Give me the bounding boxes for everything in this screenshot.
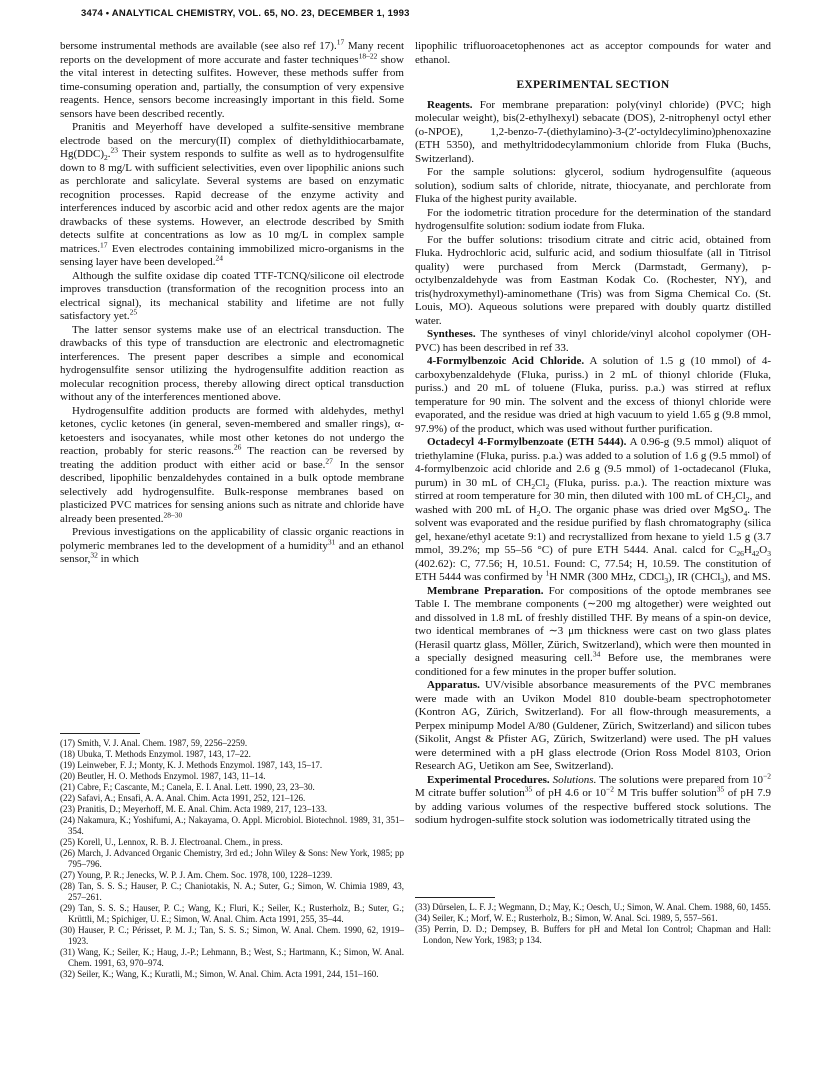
paragraph: Syntheses. The syntheses of vinyl chloride/vinyl alcohol copolymer (OH-PVC) has been described in ref 33. bbox=[415, 328, 771, 354]
reference: (32) Seiler, K.; Wang, K.; Kuratli, M.; Simon, W. Anal. Chim. Acta 1991, 244, 151–160. bbox=[60, 969, 379, 979]
reference: (18) Ubuka, T. Methods Enzymol. 1987, 143, 17–22. bbox=[60, 749, 251, 759]
reference: (28) Tan, S. S. S.; Hauser, P. C.; Chaniotakis, N. A.; Suter, G.; Simon, W. Chimia 1989, 43, 257–261. bbox=[60, 881, 404, 902]
divider bbox=[415, 897, 495, 898]
right-column bbox=[415, 40, 771, 828]
reference: (31) Wang, K.; Seiler, K.; Haug, J.-P.; Lehmann, B.; West, S.; Hartmann, K.; Simon, W. Anal. Chem. 1991, 63, 970–974. bbox=[60, 947, 404, 968]
reference: (35) Perrin, D. D.; Dempsey, B. Buffers for pH and Metal Ion Control; Chapman and Hall: London, New York, 1983; p 134. bbox=[415, 924, 771, 945]
reference: (23) Pranitis, D.; Meyerhoff, M. E. Anal. Chim. Acta 1989, 217, 123–133. bbox=[60, 804, 328, 814]
divider bbox=[60, 733, 140, 734]
paragraph: lipophilic trifluoroacetophenones act as acceptor compounds for water and ethanol. bbox=[415, 40, 771, 66]
reference: (19) Leinweber, F. J.; Monty, K. J. Methods Enzymol. 1987, 143, 15–17. bbox=[60, 760, 323, 770]
reference: (24) Nakamura, K.; Yoshifumi, A.; Nakayama, O. Appl. Microbiol. Biotechnol. 1989, 31, 351–354. bbox=[60, 815, 404, 836]
paragraph: 4-Formylbenzoic Acid Chloride. A solution of 1.5 g (10 mmol) of 4-carboxybenzaldehyde (Fluka, puriss.) in 2 mL of thionyl chloride (Fluka, puriss.) and 20 mL of toluene (Fluka, puriss. p.a.) was stirred at reflux temperature for 90 min. The solvent and the excess of thionyl chloride were evaporated, and the residue was dried at high vacuum to yield 1.65 g (9.8 mmol, 97.9%) of the product, which was used without further purification. bbox=[415, 355, 771, 435]
reference: (17) Smith, V. J. Anal. Chem. 1987, 59, 2256–2259. bbox=[60, 738, 248, 748]
references-right bbox=[415, 889, 771, 946]
reference: (30) Hauser, P. C.; Périsset, P. M. J.; Tan, S. S. S.; Simon, W. Anal. Chem. 1990, 62, 1919–1923. bbox=[60, 925, 404, 946]
left-column bbox=[60, 37, 404, 567]
paragraph: For the iodometric titration procedure for the determination of the standard hydrogensulfite solution: sodium iodate from Fluka. bbox=[415, 206, 771, 232]
reference: (20) Beutler, H. O. Methods Enzymol. 1987, 143, 11–14. bbox=[60, 771, 266, 781]
reference: (27) Young, P. R.; Jenecks, W. P. J. Am. Chem. Soc. 1978, 100, 1228–1239. bbox=[60, 870, 333, 880]
reference: (34) Seiler, K.; Morf, W. E.; Rusterholz, B.; Simon, W. Anal. Sci. 1989, 5, 557–561. bbox=[415, 913, 718, 923]
paragraph: The latter sensor systems make use of an electrical transduction. The drawbacks of this type of transduction are electronic and electromagnetic interferences. The present paper describes a simple and economical hydrogensulfite sensor utilizing the hydrogensulfite addition reaction as molecular recognition process, thereby allowing direct optical transduction without any of the interferences mentioned above. bbox=[60, 323, 404, 403]
reference: (33) Dürselen, L. F. J.; Wegmann, D.; May, K.; Oesch, U.; Simon, W. Anal. Chem. 1988, 60, 1455. bbox=[415, 902, 771, 912]
paragraph: Although the sulfite oxidase dip coated TTF-TCNQ/silicone oil electrode improves transduction (transformation of the recognition process into an electrical signal), its mechanical stability and lifetime are not fully satisfactory yet.$^{25}$ bbox=[60, 269, 404, 322]
paragraph: Previous investigations on the applicability of classic organic reactions in polymeric membranes led to the development of a humidity$^{31}$ and an ethanol sensor,$^{32}$ in which bbox=[60, 526, 404, 565]
paragraph: Hydrogensulfite addition products are formed with aldehydes, methyl ketones, cyclic ketones (in general, seven-membered and smaller rings), α-ketoesters and isocyanates, while most other ketones do not undergo the reaction, probably for steric reasons.$^{26}$ The reaction can be reversed by treating the addition product with either acid or base.$^{27}$ In the sensor described, lipophilic benzaldehydes contained in a bulk optode membrane selectively add hydrogensulfite. Bulk-response membranes based on plasticized PVC matrices for sensing anions such as nitrate and chloride have already been presented.$^{28-30}$ bbox=[60, 404, 404, 525]
reference: (25) Korell, U., Lennox, R. B. J. Electroanal. Chem., in press. bbox=[60, 837, 283, 847]
section-heading: EXPERIMENTAL SECTION bbox=[516, 79, 670, 91]
paragraph: Reagents. For membrane preparation: poly(vinyl chloride) (PVC; high molecular weight), bis(2-ethylhexyl) sebacate (DOS), 2-nitrophenyl octyl ether (o-NPOE), 1,2-benzo-7-(diethylamino)-3-(2′-octyldecylimino)phenoxazine (ETH 5350), and methyltridodecylammonium chloride from Fluka (Buchs, Switzerland). bbox=[415, 98, 771, 165]
paragraph: For the sample solutions: glycerol, sodium hydrogensulfite (aqueous solution), sodium salts of chloride, nitrate, thiocyanate, and perchlorate from Fluka of the highest purity available. bbox=[415, 166, 771, 205]
paragraph: For the buffer solutions: trisodium citrate and citric acid, obtained from Fluka. Hydrochloric acid, sulfuric acid, and sodium thiosulfate (all in Titrisol quality) were purchased from Merck (Darmstadt, Germany), p-octylbenzaldehyde was from Eastman Kodak Co. (Rochester, NY), and tris(hydroxymethyl)-aminomethane (Tris) was from Sigma Chemical Co. (St. Louis, MO). Aqueous solutions were prepared with doubly quartz distilled water. bbox=[415, 233, 771, 327]
running-header: 3474 • ANALYTICAL CHEMISTRY, VOL. 65, NO. 23, DECEMBER 1, 1993 bbox=[81, 8, 410, 19]
paragraph: Experimental Procedures. Solutions. The solutions were prepared from $10^{-2}$ M citrate buffer solution$^{35}$ of pH 4.6 or $10^{-2}$ M Tris buffer solution$^{35}$ of pH 7.9 by adding various volumes of the respective buffered stock solutions. The sodium hydrogen-sulfite stock solution was iodometrically titrated using the bbox=[415, 770, 771, 826]
references-left bbox=[60, 725, 404, 980]
reference: (26) March, J. Advanced Organic Chemistry, 3rd ed.; John Wiley & Sons: New York, 1985; pp 795–796. bbox=[60, 848, 404, 869]
reference: (29) Tan, S. S. S.; Hauser, P. C.; Wang, K.; Fluri, K.; Seiler, K.; Rusterholz, B.; Suter, G.; Krüttli, M.; Spichiger, U. E.; Simon, W. Anal. Chim. Acta 1991, 255, 35–44. bbox=[60, 903, 404, 924]
reference: (22) Safavi, A.; Ensafi, A. A. Anal. Chim. Acta 1991, 252, 121–126. bbox=[60, 793, 306, 803]
paragraph: bersome instrumental methods are available (see also ref 17).$^{17}$ Many recent reports on the development of more accurate and faster techniques$^{18-22}$ show the vital interest in detecting sulfites. However, these methods suffer from time-consuming operation and, partially, the consumption of very expensive reagents. Hence, sensors become increasingly important in this field. Some sensors have been described recently. bbox=[60, 37, 404, 120]
paragraph: Apparatus. UV/visible absorbance measurements of the PVC membranes were made with an Uvikon Model 810 double-beam spectrophotometer (Kontron AG, Zürich, Switzerland). For all flow-through measurements, a Perpex minipump Model A/80 (Guldener, Zürich, Switzerland) and silicon tubes (Sikolit, Angst & Pfister AG, Zürich, Switzerland) were used. The pH values were determined with a pH glass electrode (Orion Ross Model 8103, Orion Research AG, Uetikon am See, Switzerland). bbox=[415, 679, 771, 772]
reference: (21) Cabre, F.; Cascante, M.; Canela, E. I. Anal. Lett. 1990, 23, 23–30. bbox=[60, 782, 315, 792]
paragraph: Pranitis and Meyerhoff have developed a sulfite-sensitive membrane electrode based on the mercury(II) complex of diethyldithiocarbamate, $Hg(DDC)_2.^{23}$ Their system responds to sulfite as well as to hydrogensulfite down to 8 mg/L with sufficient selectivities, even over lipophilic anions such as perchlorate and salicylate. Several systems are based on enzymatic recognition processes. Rapid decrease of the enzyme activity and interferences induced by ascorbic acid and other redox agents are the major drawbacks of these systems. However, an electrode described by Smith detects sulfite at concentrations as low as 10 mg/L in complex sample matrices.$^{17}$ Even electrodes containing immobilized micro-organisms in the sensing layer have been developed.$^{24}$ bbox=[60, 121, 404, 268]
paragraph: Membrane Preparation. For compositions of the optode membranes see Table I. The membrane components (∼200 mg altogether) were weighted out and dissolved in 1.8 mL of freshly distilled THF. By means of a spin-on device, two identical membranes of ∼3 μm thickness were cast on two glass plates (Herasil quartz glass, Möller, Zürich, Switzerland), which were then mounted in a specially designed measuring cell.$^{34}$ Before use, the membranes were conditioned for a few minutes in the proper buffer solution. bbox=[415, 584, 772, 678]
paragraph: Octadecyl 4-Formylbenzoate (ETH 5444). A 0.96-g (9.5 mmol) aliquot of triethylamine (Fluka, puriss. p.a.) was added to a solution of 1.6 g (9.5 mmol) of 4-formylbenzoic acid chloride and 2.6 g (9.5 mmol) of 1-octadecanol (Fluka, purum) in 30 mL of $CH_2Cl_2$ (Fluka, puriss. p.a.). The reaction mixture was stirred at room temperature for 30 min, then diluted with 100 mL of $CH_2Cl_2$, and washed with 200 mL of $H_2O$. The organic phase was dried over MgSO$_4$. The solvent was evaporated and the residue purified by flash chromatography (silica gel, hexane/ethyl acetate 9:1) and recrystallized from hexane to yield 1.5 g (3.7 mmol, 39.2%; mp 55–56 °C) of pure ETH 5444. Anal. calcd for $C_{26}H_{42}O_3$ (402.62): C, 77.56; H, 10.51. Found: C, 77.54; H, 10.59. The constitution of ETH 5444 was confirmed by $^1$H NMR (300 MHz, CDCl$_3$), IR (CHCl$_3$), and MS. bbox=[415, 436, 772, 586]
